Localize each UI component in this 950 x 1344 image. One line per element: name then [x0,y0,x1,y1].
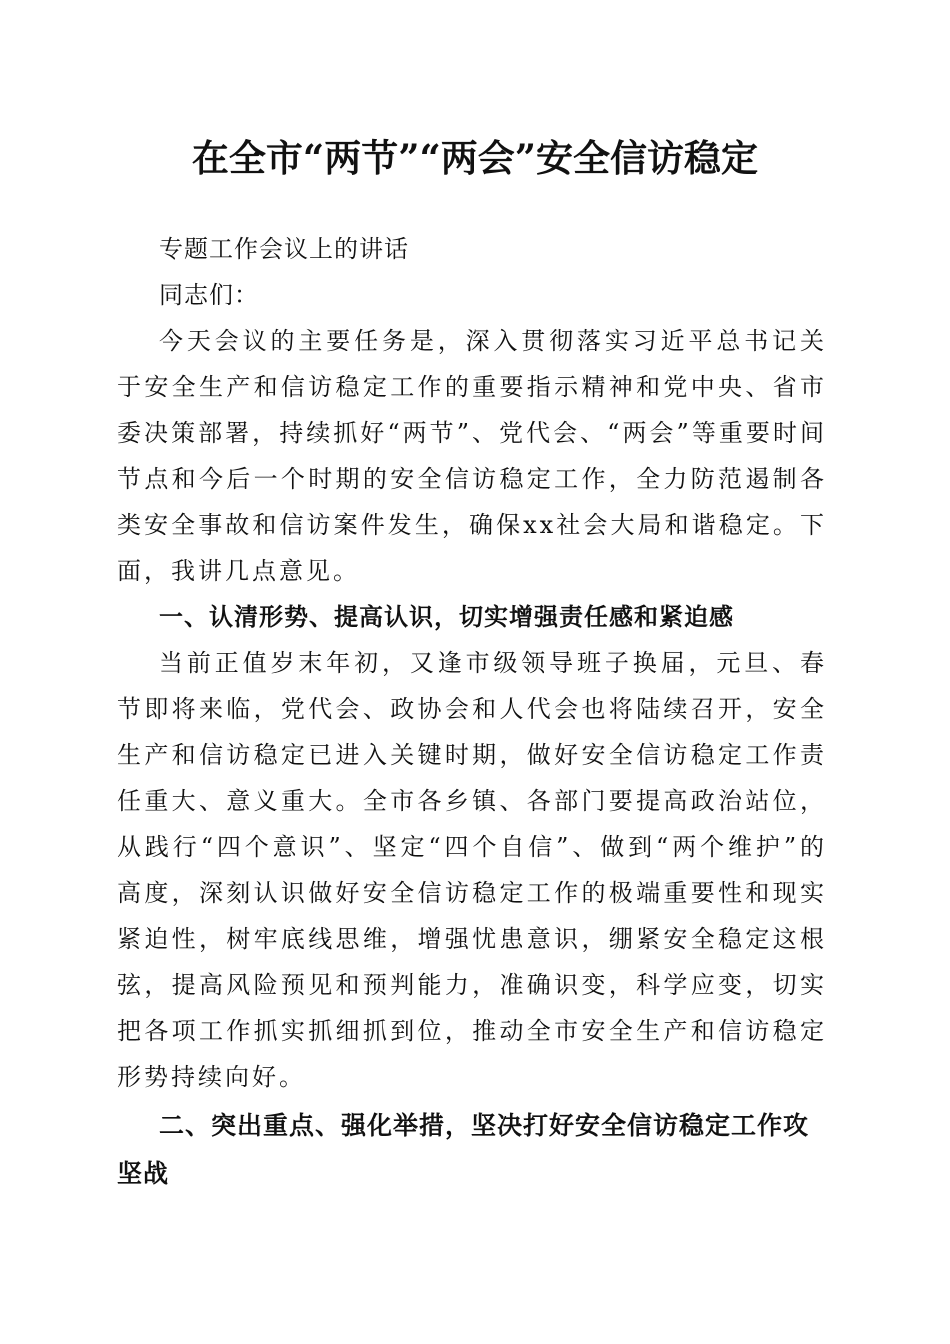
document-subtitle: 专题工作会议上的讲话 [159,235,409,263]
section-1-heading: 一、认清形势、提高认识，切实增强责任感和紧迫感 [159,603,734,631]
section-1-paragraph: 当前正值岁末年初，又逢市级领导班子换届，元旦、春节即将来临，党代会、政协会和人代会也将陆续召开，安全生产和信访稳定已进入关键时期，做好安全信访稳定工作责任重大、意义重大。全市各乡镇、各部门要提高政治站位，从践行“四个意识”、坚定“四个自信”、做到“两个维护”的高度，深刻认识做好安全信访稳定工作的极端重要性和现实紧迫性，树牢底线思维，增强忧患意识，绷紧安全稳定这根弦，提高风险预见和预判能力，准确识变，科学应变，切实把各项工作抓实抓细抓到位，推动全市安全生产和信访稳定形势持续向好。 [117,649,827,1091]
intro-paragraph: 今天会议的主要任务是，深入贯彻落实习近平总书记关于安全生产和信访稳定工作的重要指示精神和党中央、省市委决策部署，持续抓好“两节”、党代会、“两会”等重要时间节点和今后一个时期的安全信访稳定工作，全力防范遏制各类安全事故和信访案件发生，确保xx社会大局和谐稳定。下面，我讲几点意见。 [117,327,827,585]
document-body [117,226,827,1198]
document-title: 在全市“两节”“两会”安全信访稳定 [191,136,759,180]
section-2-heading: 二、突出重点、强化举措，坚决打好安全信访稳定工作攻坚战 [117,1111,810,1188]
salutation: 同志们： [159,281,259,309]
